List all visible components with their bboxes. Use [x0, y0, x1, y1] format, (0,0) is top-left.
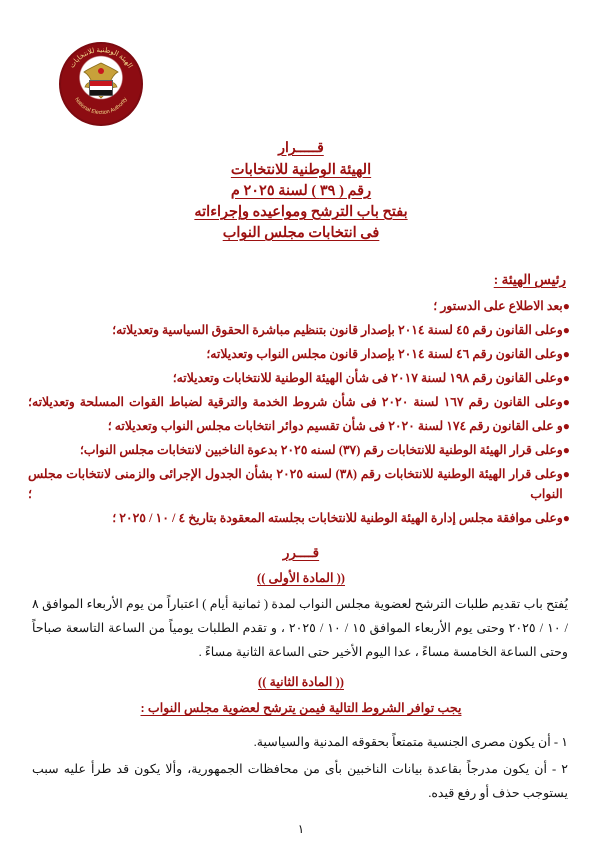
clause-text: وعلى القانون رقم ٤٥ لسنة ٢٠١٤ بإصدار قانون بتنظيم مباشرة الحقوق السياسية وتعديلاته؛ [112, 323, 563, 337]
bullet-icon: ● [562, 299, 570, 313]
preamble-clauses [24, 296, 576, 532]
clause-text: وعلى القانون رقم ١٦٧ لسنة ٢٠٢٠ فى شأن شروط الخدمة والترقية لضباط القوات المسلحة وتعديلاته؛ [28, 395, 563, 409]
clause-item [24, 440, 576, 460]
article-two-conditions [32, 730, 568, 808]
clause-item [24, 416, 576, 436]
svg-text:الهيئة الوطنية للانتخابات: الهيئة الوطنية للانتخابات [67, 45, 135, 70]
title-line-subject: بفتح باب الترشح ومواعيده وإجراءاته [194, 204, 408, 220]
clause-item [24, 508, 576, 528]
bullet-icon: ● [562, 443, 570, 457]
clause-text: بعد الاطلاع على الدستور ؛ [433, 299, 563, 313]
article-one-body: يُفتح باب تقديم طلبات الترشح لعضوية مجلس النواب لمدة ( ثمانية أيام ) اعتباراً من يوم الأربعاء الموافق ٨ / ١٠ / ٢٠٢٥ وحتى يوم الأربعاء الموافق ١٥ / ١٠ / ٢٠٢٥ ، و تقدم الطلبات يومياً من الساعة التاسعة صباحاً وحتى الساعة الخامسة مساءً ، عدا اليوم الأخير حتى الساعة الثانية مساءً . [32, 597, 569, 659]
bullet-icon: ● [562, 467, 570, 481]
article-one-heading: (( المادة الأولى )) [257, 571, 345, 585]
clause-item [24, 296, 576, 316]
page-number: ١ [297, 822, 305, 836]
clause-text: وعلى قرار الهيئة الوطنية للانتخابات رقم (٣٨) لسنه ٢٠٢٥ بشأن الجدول الإجرائى والزمنى لانتخابات مجلس النواب ؛ [28, 467, 563, 501]
clause-item [24, 392, 576, 412]
flag-icon [89, 80, 113, 96]
clause-text: وعلى قرار الهيئة الوطنية للانتخابات رقم (٣٧) لسنه ٢٠٢٥ بدعوة الناخبين لانتخابات مجلس النواب؛ [79, 443, 563, 457]
svg-text:National Election Authority: National Election Authority [73, 96, 129, 117]
decree-title-block [0, 140, 602, 244]
bullet-icon: ● [562, 511, 570, 525]
title-line-authority: الهيئة الوطنية للانتخابات [230, 162, 372, 178]
clause-text: وعلى موافقة مجلس إدارة الهيئة الوطنية للانتخابات بجلسته المعقودة بتاريخ ٤ / ١٠ / ٢٠٢٥ ؛ [112, 511, 563, 525]
bullet-icon: ● [562, 419, 570, 433]
bullet-icon: ● [562, 323, 570, 337]
condition-item: ٢ - أن يكون مدرجاً بقاعدة بيانات الناخبين بأى من محافظات الجمهورية، وألا يكون قد طرأ عليه سبب يستوجب حذف أو رفع قيده. [32, 762, 568, 800]
bullet-icon: ● [562, 371, 570, 385]
title-line-scope: فى انتخابات مجلس النواب [222, 225, 380, 241]
clause-text: و على القانون رقم ١٧٤ لسنة ٢٠٢٠ فى شأن تقسيم دوائر انتخابات مجلس النواب وتعديلاته ؛ [107, 419, 563, 433]
bullet-icon: ● [562, 395, 570, 409]
condition-item: ١ - أن يكون مصرى الجنسية متمتعاً بحقوقه المدنية والسياسية. [253, 735, 568, 749]
title-qarar: قـــــرار [278, 141, 324, 156]
clause-text: وعلى القانون رقم ١٩٨ لسنة ٢٠١٧ فى شأن الهيئة الوطنية للانتخابات وتعديلاته؛ [172, 371, 563, 385]
bullet-icon: ● [562, 347, 570, 361]
clause-item [24, 464, 576, 504]
clause-item [24, 344, 576, 364]
clause-item [24, 320, 576, 340]
decided-word: قــــرر [282, 545, 320, 560]
clause-item [24, 368, 576, 388]
title-line-number: رقم ( ٣٩ ) لسنة ٢٠٢٥ م [230, 183, 372, 199]
authority-logo [40, 34, 158, 134]
article-two-heading: (( المادة الثانية )) [258, 675, 344, 689]
article-two-subheading: يجب توافر الشروط التالية فيمن يترشح لعضوية مجلس النواب : [140, 701, 462, 715]
clause-text: وعلى القانون رقم ٤٦ لسنة ٢٠١٤ بإصدار قانون مجلس النواب وتعديلاته؛ [206, 347, 563, 361]
head-of-authority-label: رئيس الهيئة : [493, 272, 566, 287]
